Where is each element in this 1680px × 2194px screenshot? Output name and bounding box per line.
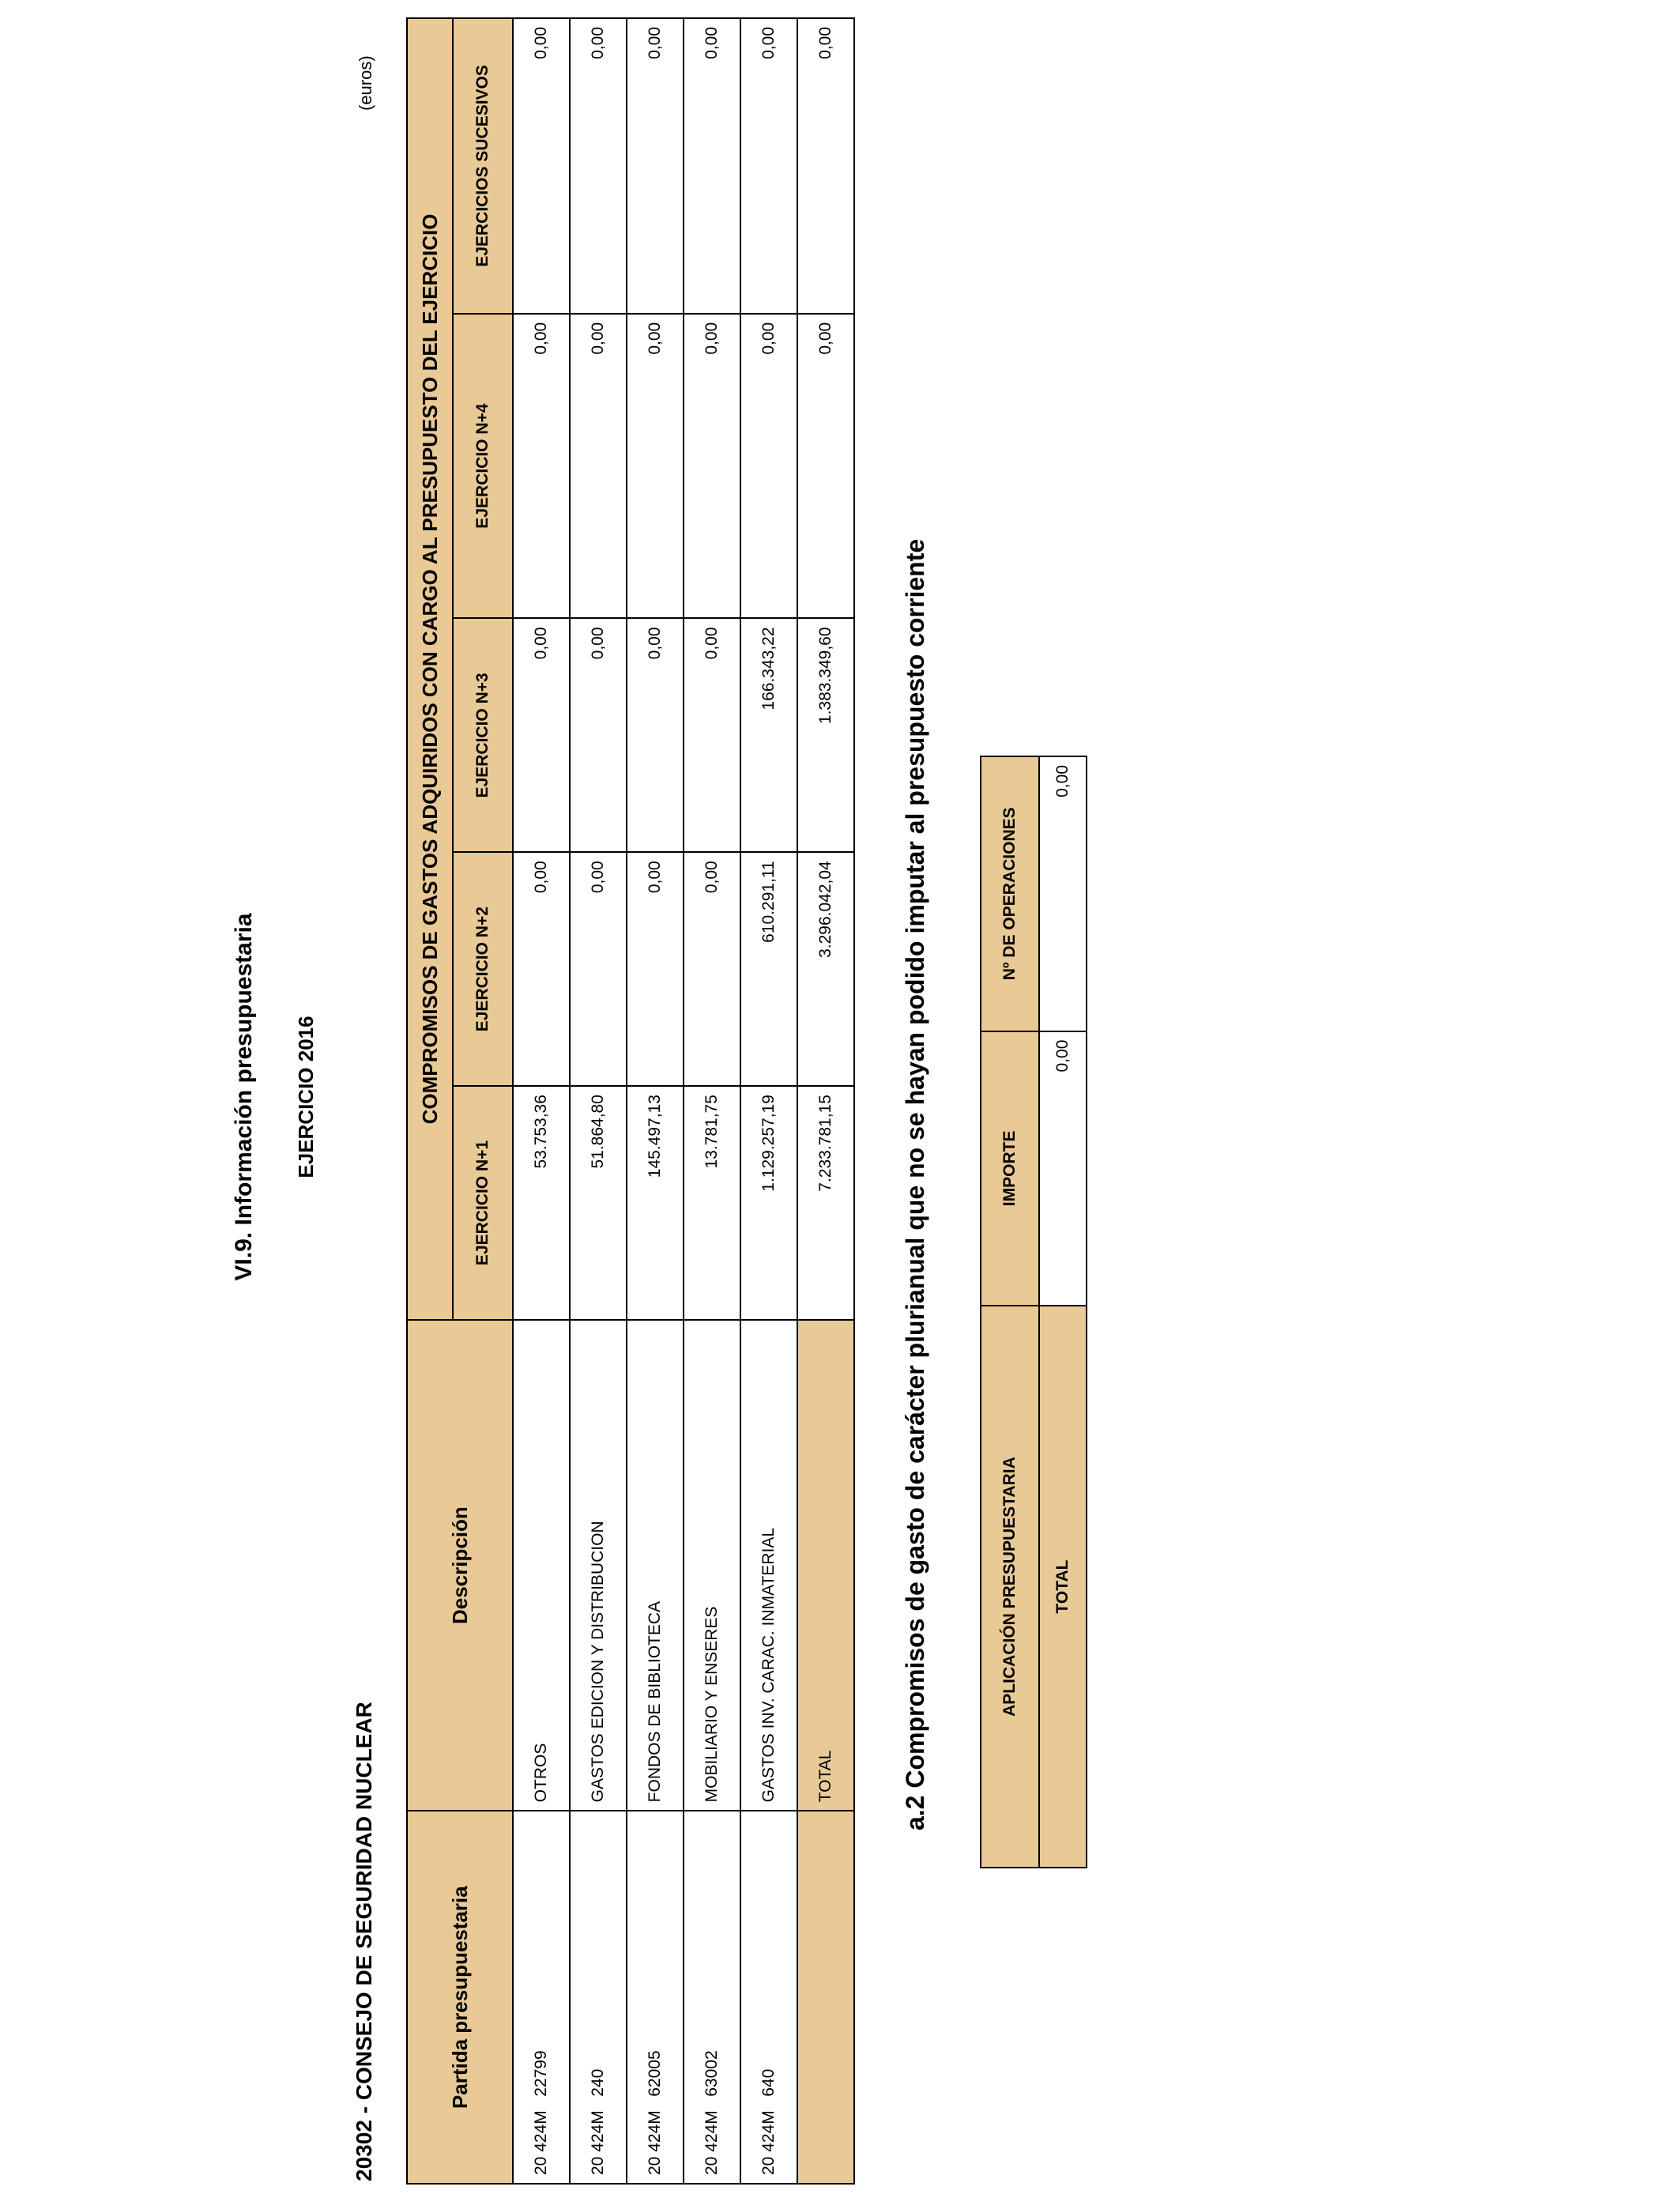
total-value-cell: 7.233.781,15 [797,1086,854,1320]
value-cell: 0,00 [627,852,684,1086]
value-cell: 0,00 [684,18,740,314]
value-cell: 166.343,22 [740,618,797,852]
value-cell: 0,00 [627,18,684,314]
value-cell: 0,00 [684,314,740,619]
value-cell: 0,00 [570,852,627,1086]
value-cell: 0,00 [513,852,570,1086]
descripcion-cell: MOBILIARIO Y ENSERES [684,1320,740,1811]
total-label: TOTAL [1039,1306,1087,1868]
partida-cell: 20 424M 640 [740,1811,797,2184]
total-blank-cell [797,1811,854,2184]
descripcion-cell: GASTOS INV. CARAC. INMATERIAL [740,1320,797,1811]
year-header: EJERCICIOS SUCESIVOS [453,18,513,314]
value-cell: 0,00 [627,314,684,619]
table-row [570,18,627,2184]
total-row [1039,756,1087,1868]
importe-header: IMPORTE [981,1031,1039,1306]
value-cell: 0,00 [513,314,570,619]
descripcion-header: Descripción [407,1320,513,1811]
descripcion-cell: GASTOS EDICION Y DISTRIBUCION [570,1320,627,1811]
total-value-cell: 0,00 [797,18,854,314]
partida-cell: 20 424M 22799 [513,1811,570,2184]
total-row [797,18,854,2184]
commitments-group-header: COMPROMISOS DE GASTOS ADQUIRIDOS CON CARGO AL PRESUPUESTO DEL EJERCICIO [407,18,453,1320]
total-value-cell: 1.383.349,60 [797,618,854,852]
value-cell: 610.291,11 [740,852,797,1086]
value-cell: 0,00 [513,18,570,314]
total-value-cell: 0,00 [797,314,854,619]
importe-value: 0,00 [1039,1031,1087,1306]
value-cell: 0,00 [627,618,684,852]
value-cell: 145.497,13 [627,1086,684,1320]
value-cell: 0,00 [570,314,627,619]
aplicacion-header: APLICACIÓN PRESUPUESTARIA [981,1306,1039,1868]
value-cell: 0,00 [740,314,797,619]
operaciones-value: 0,00 [1039,756,1087,1031]
partida-header: Partida presupuestaria [407,1811,513,2184]
a2-table [980,756,1087,1868]
total-label: TOTAL [797,1320,854,1811]
table-row [513,18,570,2184]
table-header-row [407,18,453,2184]
total-value-cell: 3.296.042,04 [797,852,854,1086]
partida-cell: 20 424M 62005 [627,1811,684,2184]
commitments-table [406,17,855,2185]
partida-cell: 20 424M 240 [570,1811,627,2184]
value-cell: 0,00 [684,852,740,1086]
descripcion-cell: OTROS [513,1320,570,1811]
year-header: EJERCICIO N+2 [453,852,513,1086]
partida-cell: 20 424M 63002 [684,1811,740,2184]
value-cell: 53.753,36 [513,1086,570,1320]
value-cell: 13.781,75 [684,1086,740,1320]
table-row [684,18,740,2184]
units-label: (euros) [356,55,375,111]
year-header: EJERCICIO N+4 [453,314,513,619]
value-cell: 51.864,80 [570,1086,627,1320]
descripcion-cell: FONDOS DE BIBLIOTECA [627,1320,684,1811]
table-header-row [981,756,1039,1868]
operaciones-header: Nº DE OPERACIONES [981,756,1039,1031]
page-title: VI.9. Información presupuestaria [231,913,257,1281]
value-cell: 0,00 [740,18,797,314]
year-header: EJERCICIO N+3 [453,618,513,852]
table-row [740,18,797,2184]
organization-heading: 20302 - CONSEJO DE SEGURIDAD NUCLEAR [352,1702,376,2181]
year-header: EJERCICIO N+1 [453,1086,513,1320]
value-cell: 0,00 [513,618,570,852]
table-row [627,18,684,2184]
value-cell: 0,00 [570,618,627,852]
section-a2-title: a.2 Compromisos de gasto de carácter plurianual que no se hayan podido imputar al presupuesto corriente [901,538,929,1830]
page-subtitle: EJERCICIO 2016 [294,1016,318,1178]
value-cell: 0,00 [570,18,627,314]
value-cell: 1.129.257,19 [740,1086,797,1320]
value-cell: 0,00 [684,618,740,852]
